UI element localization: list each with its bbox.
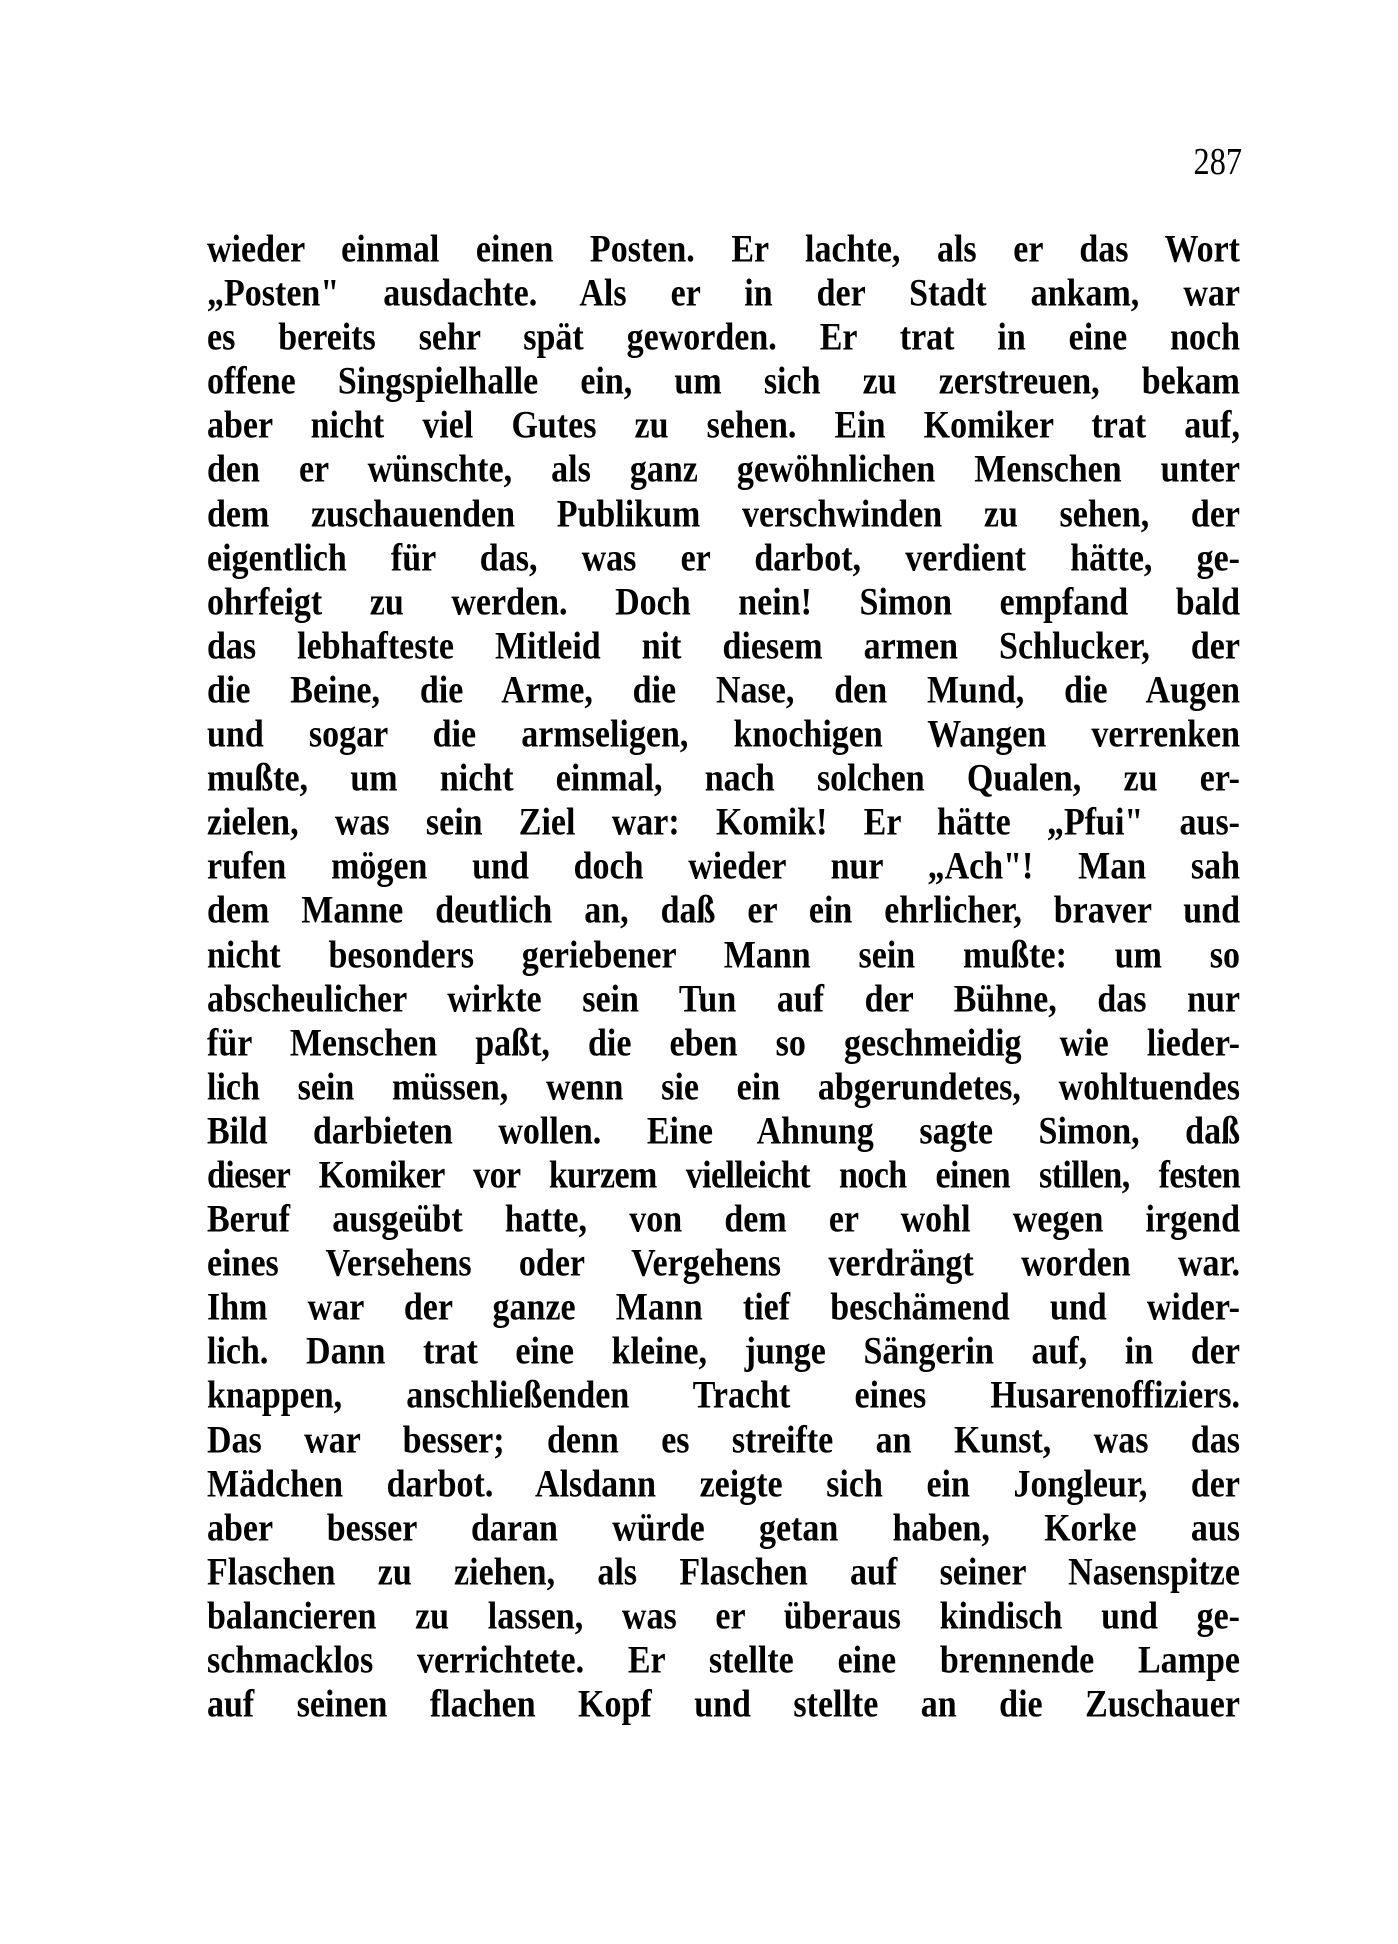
- text-line: auf seinen flachen Kopf und stellte an die Zuschauer: [207, 1683, 1240, 1726]
- text-line: schmacklos verrichtete. Er stellte eine brennende Lampe: [207, 1639, 1240, 1682]
- text-line: und sogar die armseligen, knochigen Wangen verrenken: [207, 713, 1240, 756]
- text-line: die Beine, die Arme, die Nase, den Mund, die Augen: [207, 669, 1240, 712]
- text-line: mußte, um nicht einmal, nach solchen Qualen, zu er-: [207, 757, 1240, 800]
- text-line: es bereits sehr spät geworden. Er trat in eine noch: [207, 316, 1240, 359]
- text-line: Ihm war der ganze Mann tief beschämend und wider-: [207, 1286, 1240, 1329]
- text-line: nicht besonders geriebener Mann sein mußte: um so: [207, 933, 1240, 977]
- text-line: eigentlich für das, was er darbot, verdient hätte, ge-: [207, 536, 1240, 580]
- text-line: aber besser daran würde getan haben, Korke aus: [207, 1506, 1240, 1550]
- text-line: den er wünschte, als ganz gewöhnlichen Menschen unter: [207, 448, 1240, 492]
- text-line: lich sein müssen, wenn sie ein abgerundetes, wohltuendes: [207, 1065, 1240, 1109]
- text-line: lich. Dann trat eine kleine, junge Sängerin auf, in der: [207, 1330, 1240, 1374]
- text-line: Das war besser; denn es streifte an Kunst, was das: [207, 1418, 1240, 1462]
- text-line: ohrfeigt zu werden. Doch nein! Simon empfand bald: [207, 580, 1240, 624]
- text-line: Flaschen zu ziehen, als Flaschen auf seiner Nasenspitze: [207, 1550, 1240, 1594]
- text-line: dem Manne deutlich an, daß er ein ehrlicher, braver und: [207, 889, 1240, 933]
- text-line: für Menschen paßt, die eben so geschmeidig wie lieder-: [207, 1021, 1240, 1065]
- text-line: dem zuschauenden Publikum verschwinden zu sehen, der: [207, 492, 1240, 536]
- text-line: zielen, was sein Ziel war: Komik! Er hätte „Pfui" aus-: [207, 801, 1240, 844]
- text-line: wieder einmal einen Posten. Er lachte, als er das Wort: [207, 228, 1240, 271]
- text-line: knappen, anschließenden Tracht eines Husarenoffiziers.: [207, 1374, 1240, 1418]
- text-line: Beruf ausgeübt hatte, von dem er wohl wegen irgend: [207, 1198, 1240, 1241]
- text-line: dieser Komiker vor kurzem vielleicht noch einen stillen, festen: [207, 1154, 1240, 1197]
- body-text: [207, 228, 1240, 1727]
- text-line: balancieren zu lassen, was er überaus kindisch und ge-: [207, 1595, 1240, 1638]
- text-line: aber nicht viel Gutes zu sehen. Ein Komiker trat auf,: [207, 404, 1240, 448]
- text-line: das lebhafteste Mitleid nit diesem armen Schlucker, der: [207, 624, 1240, 668]
- text-line: offene Singspielhalle ein, um sich zu zerstreuen, bekam: [207, 360, 1240, 403]
- text-line: eines Versehens oder Vergehens verdrängt worden war.: [207, 1242, 1240, 1285]
- page-number: 287: [1193, 141, 1242, 183]
- text-line: rufen mögen und doch wieder nur „Ach"! Man sah: [207, 845, 1240, 889]
- text-line: Bild darbieten wollen. Eine Ahnung sagte Simon, daß: [207, 1110, 1240, 1153]
- text-line: „Posten" ausdachte. Als er in der Stadt ankam, war: [207, 272, 1240, 315]
- text-line: Mädchen darbot. Alsdann zeigte sich ein Jongleur, der: [207, 1462, 1240, 1506]
- text-line: abscheulicher wirkte sein Tun auf der Bühne, das nur: [207, 977, 1240, 1021]
